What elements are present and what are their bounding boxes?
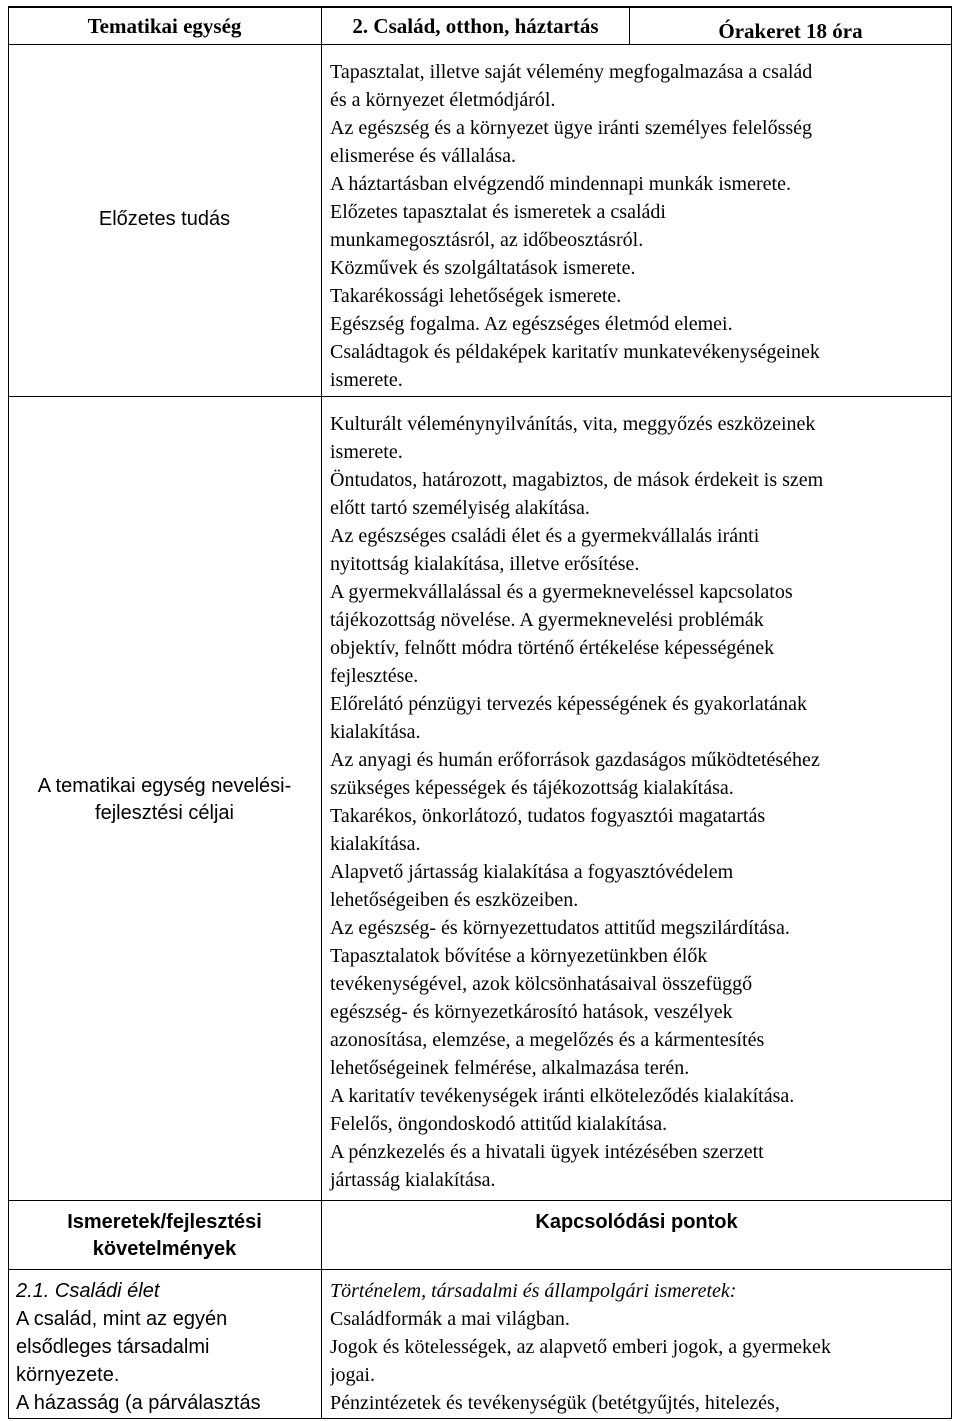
requirements-left-line: környezete. xyxy=(16,1364,120,1386)
prior-knowledge-line: Családtagok és példaképek karitatív munkatevékenységeinek xyxy=(330,341,820,363)
connections-line: Pénzintézetek és tevékenységük (betétgyűjtés, hitelezés, xyxy=(330,1392,780,1414)
goals-line: Tapasztalatok bővítése a környezetünkben élők xyxy=(330,945,708,967)
column-divider-main xyxy=(321,6,322,1419)
requirements-header xyxy=(8,1209,321,1263)
goals-line: jártasság kialakítása. xyxy=(330,1169,496,1191)
table-border-right xyxy=(951,6,952,1419)
prior-knowledge-line: Előzetes tapasztalat és ismeretek a családi xyxy=(330,201,666,223)
connections-subject: Történelem, társadalmi és állampolgári ismeretek: xyxy=(330,1280,737,1302)
connections-line: Jogok és kötelességek, az alapvető emberi jogok, a gyermekek xyxy=(330,1336,831,1358)
requirements-left-line: A család, mint az egyén xyxy=(16,1308,228,1330)
prior-knowledge-line: munkamegosztásról, az időbeosztásról. xyxy=(330,229,644,251)
goals-line: Felelős, öngondoskodó attitűd kialakítása. xyxy=(330,1113,668,1135)
connections-content xyxy=(330,1277,946,1417)
goals-line: A karitatív tevékenységek iránti elköteleződés kialakítása. xyxy=(330,1085,795,1107)
goals-line: Előrelátó pénzügyi tervezés képességének és gyakorlatának xyxy=(330,693,808,715)
prior-knowledge-line: és a környezet életmódjáról. xyxy=(330,89,556,111)
header-thematic-unit-label: Tematikai egység xyxy=(87,14,242,38)
prior-knowledge-content xyxy=(330,58,946,394)
goals-line: fejlesztése. xyxy=(330,665,419,687)
goals-line: Kulturált véleménynyilvánítás, vita, meggyőzés eszközeinek xyxy=(330,413,816,435)
prior-knowledge-line: Egészség fogalma. Az egészséges életmód elemei. xyxy=(330,313,733,335)
goals-line: kialakítása. xyxy=(330,833,421,855)
goals-line: nyitottság kialakítása, illetve erősítése. xyxy=(330,553,640,575)
table-border-bottom xyxy=(8,1418,952,1419)
prior-knowledge-line: Az egészség és a környezet ügye iránti személyes felelősség xyxy=(330,117,813,139)
prior-knowledge-line: Takarékossági lehetőségek ismerete. xyxy=(330,285,622,307)
goals-line: Takarékos, önkorlátozó, tudatos fogyasztói magatartás xyxy=(330,805,766,827)
connections-line: jogai. xyxy=(330,1364,375,1386)
goals-line: Az egészséges családi élet és a gyermekvállalás iránti xyxy=(330,525,760,547)
prior-knowledge-line: A háztartásban elvégzendő mindennapi munkák ismerete. xyxy=(330,173,791,195)
goals-line: tájékozottság növelése. A gyermeknevelési problémák xyxy=(330,609,764,631)
goals-line: Alapvető jártasság kialakítása a fogyasztóvédelem xyxy=(330,861,734,883)
goals-content xyxy=(330,410,946,1198)
row-divider-goals xyxy=(8,1200,952,1201)
goals-line: Öntudatos, határozott, magabiztos, de mások érdekeit is szem xyxy=(330,469,824,491)
goals-line: lehetőségeinek felmérése, alkalmazása terén. xyxy=(330,1057,690,1079)
connections-line: Családformák a mai világban. xyxy=(330,1308,570,1330)
goals-line: szükséges képességek és tájékozottság kialakítása. xyxy=(330,777,734,799)
header-unit-title: 2. Család, otthon, háztartás xyxy=(352,14,599,38)
prior-knowledge-line: Tapasztalat, illetve saját vélemény megfogalmazása a család xyxy=(330,61,813,83)
row-divider-requirements xyxy=(8,1269,952,1270)
prior-knowledge-line: Közművek és szolgáltatások ismerete. xyxy=(330,257,636,279)
requirements-left-line: A házasság (a párválasztás xyxy=(16,1392,261,1414)
prior-knowledge-line: elismerése és vállalása. xyxy=(330,145,517,167)
table-border-top xyxy=(8,6,952,8)
prior-knowledge-line: ismerete. xyxy=(330,369,403,391)
requirements-left-content xyxy=(16,1277,316,1417)
requirements-header-line: követelmények xyxy=(92,1238,237,1260)
requirements-left-line: elsődleges társadalmi xyxy=(16,1336,210,1358)
goals-line: egészség- és környezetkárosító hatások, veszélyek xyxy=(330,1001,733,1023)
requirements-header-line: Ismeretek/fejlesztési xyxy=(67,1211,262,1233)
goals-line: A gyermekvállalással és a gyermekneveléssel kapcsolatos xyxy=(330,581,793,603)
goals-line: ismerete. xyxy=(330,441,403,463)
goals-line: Az anyagi és humán erőforrások gazdaságos működtetéséhez xyxy=(330,749,820,771)
requirements-section-title: 2.1. Családi élet xyxy=(16,1280,160,1302)
goals-line: lehetőségeiben és eszközeiben. xyxy=(330,889,579,911)
goals-label-line: A tematikai egység nevelési- xyxy=(37,775,292,797)
connections-header: Kapcsolódási pontok xyxy=(535,1211,738,1233)
goals-line: előtt tartó személyiség alakítása. xyxy=(330,497,590,519)
goals-line: azonosítása, elemzése, a megelőzés és a kármentesítés xyxy=(330,1029,765,1051)
goals-line: Az egészség- és környezettudatos attitűd megszilárdítása. xyxy=(330,917,790,939)
curriculum-table xyxy=(8,6,952,1419)
goals-label-line: fejlesztési céljai xyxy=(95,802,234,824)
goals-line: A pénzkezelés és a hivatali ügyek intézésében szerzett xyxy=(330,1141,764,1163)
goals-line: tevékenységével, azok kölcsönhatásaival összefüggő xyxy=(330,973,753,995)
header-hour-frame: Órakeret 18 óra xyxy=(718,19,863,43)
prior-knowledge-label: Előzetes tudás xyxy=(98,208,231,230)
goals-line: objektív, felnőtt módra történő értékelése képességének xyxy=(330,637,775,659)
row-divider-header xyxy=(8,44,952,45)
goals-label xyxy=(8,773,321,827)
row-divider-prior xyxy=(8,396,952,397)
goals-line: kialakítása. xyxy=(330,721,421,743)
